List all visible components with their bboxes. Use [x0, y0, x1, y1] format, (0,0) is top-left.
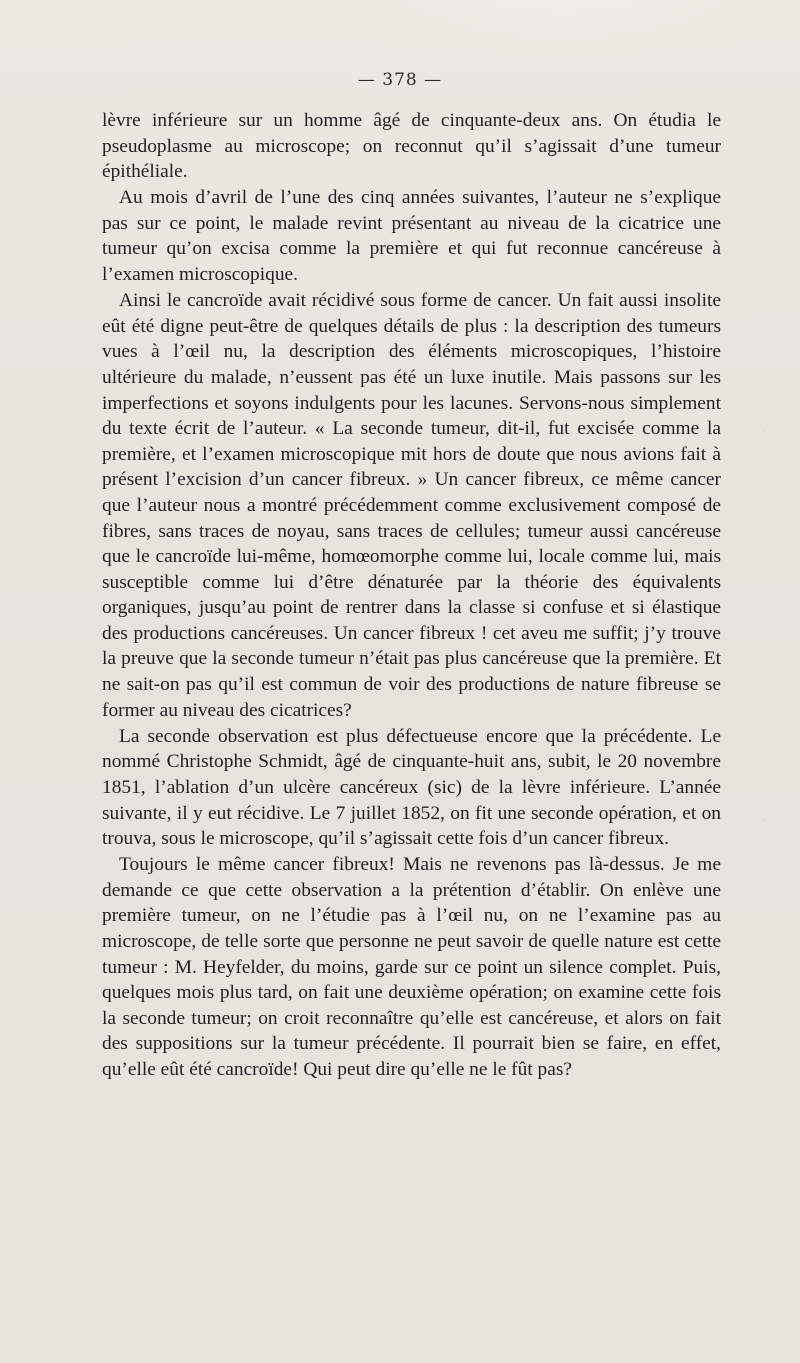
paragraph-5: Toujours le même cancer fibreux! Mais ne revenons pas là-dessus. Je me demande ce que cette observation a la prétention d’établir. On enlève une première tumeur, on ne l’étudie pas à l’œil nu, on ne l’examine pas au microscope, de telle sorte que personne ne peut savoir de quelle nature est cette tumeur : M. Heyfelder, du moins, garde sur ce point un silence complet. Puis, quelques mois plus tard, on fait une deuxième opération; on examine cette fois la seconde tumeur; on croit reconnaître qu’elle est cancéreuse, et alors on fait des suppositions sur la tumeur précédente. Il pourrait bien se faire, en effet, qu’elle eût été cancroïde! Qui peut dire qu’elle ne le fût pas? [102, 854, 721, 1080]
paragraph-2: Au mois d’avril de l’une des cinq années suivantes, l’auteur ne s’explique pas sur ce point, le malade revint présentant au niveau de la cicatrice une tumeur qu’on excisa comme la première et qui fut reconnue cancéreuse à l’examen microscopique. [102, 187, 721, 286]
paragraph-4: La seconde observation est plus défectueuse encore que la précédente. Le nommé Christophe Schmidt, âgé de cinquante-huit ans, subit, le 20 novembre 1851, l’ablation d’un ulcère cancéreux (sic) de la lèvre inférieure. L’année suivante, il y eut récidive. Le 7 juillet 1852, on fit une seconde opération, et on trouva, sous le microscope, qu’il s’agissait cette fois d’un cancer fibreux. [102, 725, 721, 850]
paragraph-3: Ainsi le cancroïde avait récidivé sous forme de cancer. Un fait aussi insolite eût été digne peut-être de quelques détails de plus : la description des tumeurs vues à l’œil nu, la description des éléments microscopiques, l’histoire ultérieure du malade, n’eussent pas été un luxe inutile. Mais passons sur les imperfections et soyons indulgents pour les lacunes. Servons-nous simplement du texte écrit de l’auteur. « La seconde tumeur, dit-il, fut excisée comme la première, et l’examen microscopique mit hors de doute que nous avions fait à présent l’excision d’un cancer fibreux. » Un cancer fibreux, ce même cancer que l’auteur nous a montré précédemment comme exclusivement composé de fibres, sans traces de noyau, sans traces de cellules; tumeur aussi cancéreuse que le cancroïde lui-même, homœomorphe comme lui, locale comme lui, mais susceptible comme lui d’être dénaturée par la théorie des équivalents organiques, jusqu’au point de rentrer dans la classe si confuse et si élastique des productions cancéreuses. Un cancer fibreux ! cet aveu me suffit; j’y trouve la preuve que la seconde tumeur n’était pas plus cancéreuse que la première. Et ne sait-on pas qu’il est commun de voir des productions de nature fibreuse se former au niveau des cicatrices? [102, 290, 721, 721]
page-number: — 378 — [357, 70, 443, 90]
paper-shadow [330, 0, 800, 55]
body-text [102, 108, 721, 1083]
paper-specks [752, 110, 772, 1110]
paragraph-1: lèvre inférieure sur un homme âgé de cinquante-deux ans. On étudia le pseudoplasme au microscope; on reconnut qu’il s’agissait d’une tumeur épithéliale. [102, 110, 721, 183]
